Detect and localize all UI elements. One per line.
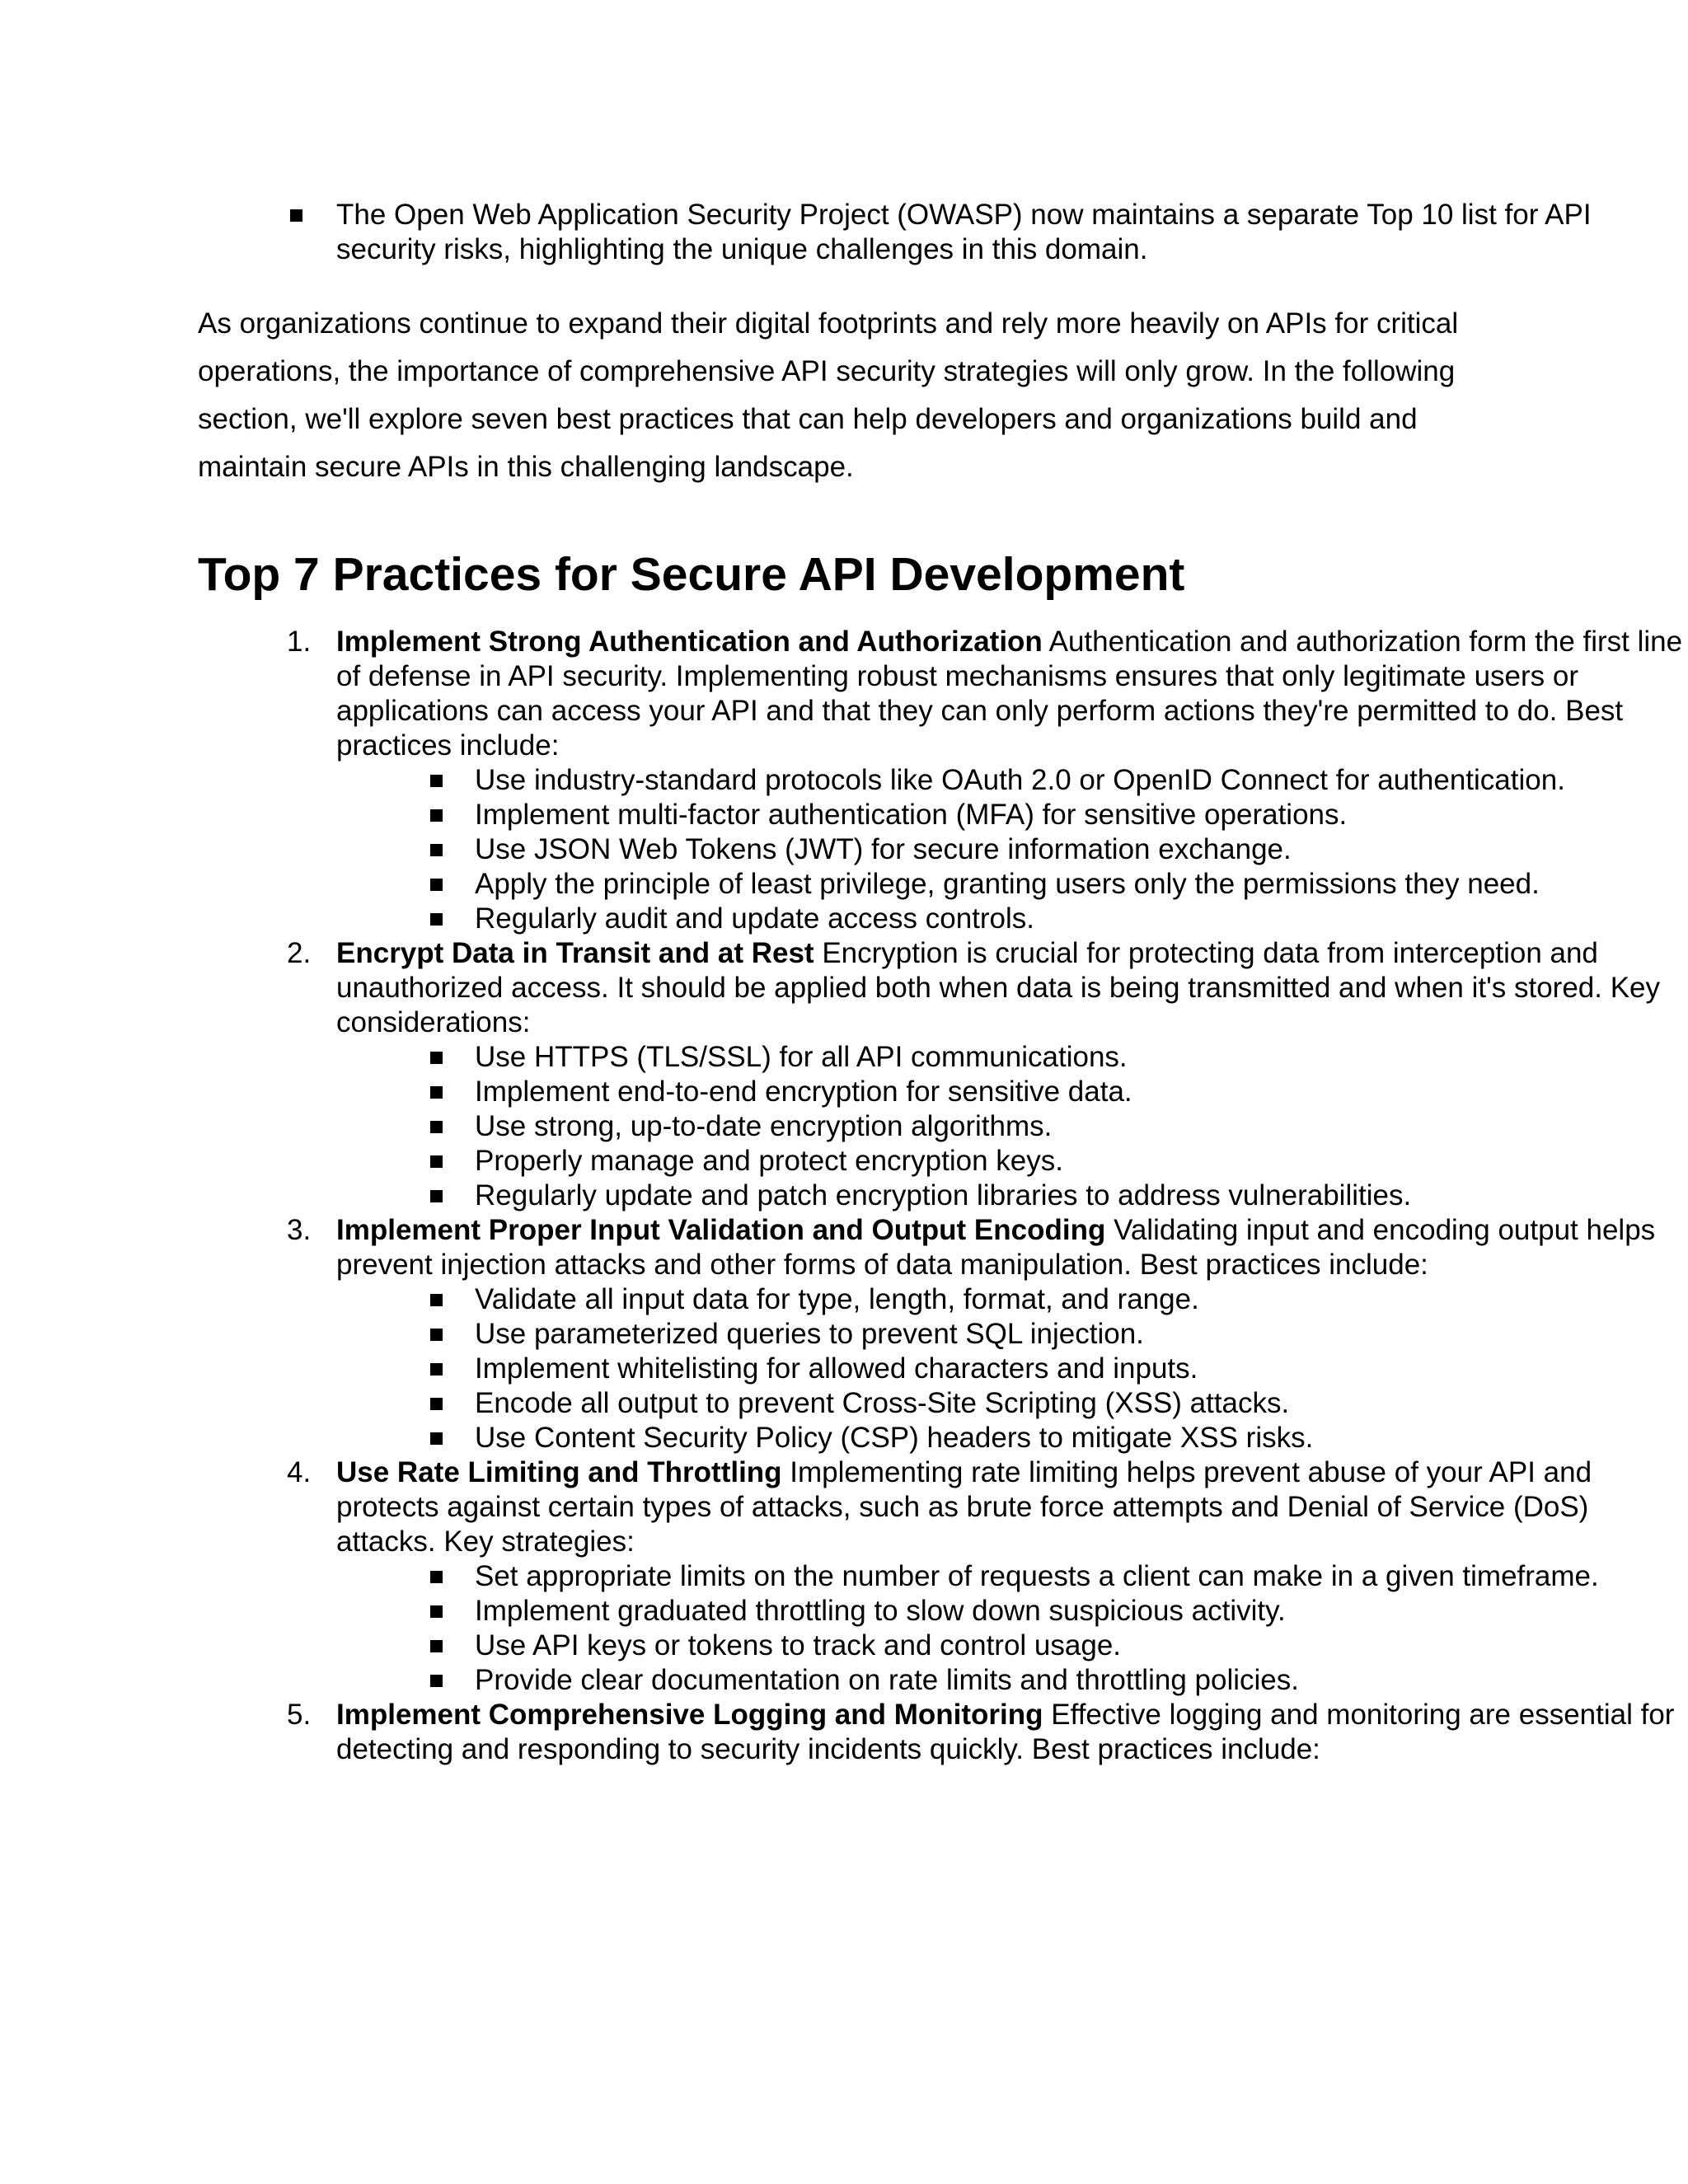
square-bullet-icon [430,1086,443,1099]
square-bullet-icon [430,1363,443,1376]
practice-item-1 [198,625,1688,936]
list-item-text: Encode all output to prevent Cross-Site Scripting (XSS) attacks. [475,1387,1290,1419]
list-item [336,763,1688,798]
practice-title: Encrypt Data in Transit and at Rest [336,937,814,969]
list-item-text: Apply the principle of least privilege, granting users only the permissions they need. [475,868,1540,900]
practice-title: Implement Comprehensive Logging and Monitoring [336,1699,1043,1731]
practice-title: Implement Proper Input Validation and Output Encoding [336,1214,1106,1246]
practice-title: Implement Strong Authentication and Authorization [336,626,1043,658]
list-item-text: Use JSON Web Tokens (JWT) for secure information exchange. [475,833,1292,865]
document-page [198,198,1683,1780]
list-item-text: Regularly update and patch encryption libraries to address vulnerabilities. [475,1179,1412,1212]
list-item-text: Implement end-to-end encryption for sensitive data. [475,1076,1132,1108]
square-bullet-icon [430,879,443,891]
list-item-text: Use industry-standard protocols like OAuth 2.0 or OpenID Connect for authentication. [475,764,1565,796]
owasp-bullet-text: The Open Web Application Security Project (OWASP) now maintains a separate Top 10 list for API security risks, highlighting the unique challenges in this domain. [336,199,1592,265]
list-item [336,1559,1688,1594]
list-item [336,1386,1688,1421]
list-item [336,1075,1688,1109]
practice-item-3 [198,1213,1688,1455]
list-item [336,1282,1688,1317]
practice-item-5 [198,1698,1688,1767]
square-bullet-icon [430,1190,443,1202]
list-item-text: Use parameterized queries to prevent SQL injection. [475,1318,1144,1350]
list-item [336,902,1688,936]
list-item [336,1594,1688,1629]
practice-sublist [336,1282,1688,1455]
practices-list [198,625,1683,1767]
practice-body: Encryption is crucial for protecting data from interception and unauthorized access. It should be applied both when data is being transmitted and when it's stored. Key considerations: [336,937,1661,1038]
list-item-text: Use HTTPS (TLS/SSL) for all API communications. [475,1041,1128,1073]
practice-number: 4. [287,1456,312,1488]
square-bullet-icon [430,1640,443,1652]
practice-item-2 [198,936,1688,1213]
square-bullet-icon [430,1329,443,1341]
section-heading: Top 7 Practices for Secure API Development [198,548,1185,601]
practice-number: 3. [287,1214,312,1246]
square-bullet-icon [430,1052,443,1064]
square-bullet-icon [430,913,443,926]
square-bullet-icon [430,1155,443,1168]
list-item-text: Validate all input data for type, length, format, and range. [475,1283,1199,1315]
list-item [336,832,1688,867]
list-item-text: Set appropriate limits on the number of requests a client can make in a given timeframe. [475,1560,1599,1592]
list-item-text: Implement multi-factor authentication (MFA) for sensitive operations. [475,799,1348,831]
square-bullet-icon [430,1432,443,1445]
square-bullet-icon [430,1605,443,1618]
practice-body: Validating input and encoding output helps prevent injection attacks and other forms of data manipulation. Best practices include: [336,1214,1656,1281]
list-item-text: Implement graduated throttling to slow down suspicious activity. [475,1595,1286,1627]
list-item-text: Use Content Security Policy (CSP) headers to mitigate XSS risks. [475,1422,1314,1454]
list-item [336,1352,1688,1386]
practice-sublist [336,1559,1688,1698]
list-item-text: Implement whitelisting for allowed characters and inputs. [475,1352,1198,1385]
practice-number: 1. [287,626,312,658]
practice-title: Use Rate Limiting and Throttling [336,1456,782,1488]
intro-paragraph: As organizations continue to expand their digital footprints and rely more heavily on APIs for critical operations, the importance of comprehensive API security strategies will only grow. In the following section, we'll explore seven best practices that can help developers and organizations build and maintain secure APIs in this challenging landscape. [198,307,1459,483]
list-item [336,867,1688,902]
practice-body: Effective logging and monitoring are essential for detecting and responding to security incidents quickly. Best practices include: [336,1699,1675,1765]
square-bullet-icon [430,1121,443,1133]
list-item [336,1663,1688,1698]
list-item-text: Use API keys or tokens to track and control usage. [475,1629,1122,1661]
square-bullet-icon [430,1675,443,1687]
square-bullet-icon [290,209,302,222]
list-item-text: Regularly audit and update access controls. [475,902,1035,935]
practice-number: 2. [287,937,312,969]
list-item-text: Properly manage and protect encryption keys. [475,1145,1063,1177]
list-item [336,1421,1688,1455]
list-item [336,1317,1688,1352]
list-item-text: Provide clear documentation on rate limits and throttling policies. [475,1664,1299,1696]
square-bullet-icon [430,809,443,822]
square-bullet-icon [430,1571,443,1583]
list-item [336,1144,1688,1179]
list-item [336,1179,1688,1213]
practice-sublist [336,763,1688,936]
practice-number: 5. [287,1699,312,1731]
list-item [336,1629,1688,1663]
square-bullet-icon [430,775,443,787]
list-item [336,1040,1688,1075]
practice-body: Implementing rate limiting helps prevent abuse of your API and protects against certain types of attacks, such as brute force attempts and Denial of Service (DoS) attacks. Key strategies: [336,1456,1592,1558]
practice-item-4 [198,1455,1688,1698]
square-bullet-icon [430,1294,443,1306]
list-item [336,1109,1688,1144]
square-bullet-icon [430,844,443,856]
practice-sublist [336,1040,1688,1213]
owasp-bullet [198,198,1688,267]
list-item [336,798,1688,832]
square-bullet-icon [430,1398,443,1410]
list-item-text: Use strong, up-to-date encryption algorithms. [475,1110,1053,1142]
practice-body: Authentication and authorization form the first line of defense in API security. Implementing robust mechanisms ensures that only legitimate users or applications can access your API and that they can only perform actions they're permitted to do. Best practices include: [336,626,1683,762]
